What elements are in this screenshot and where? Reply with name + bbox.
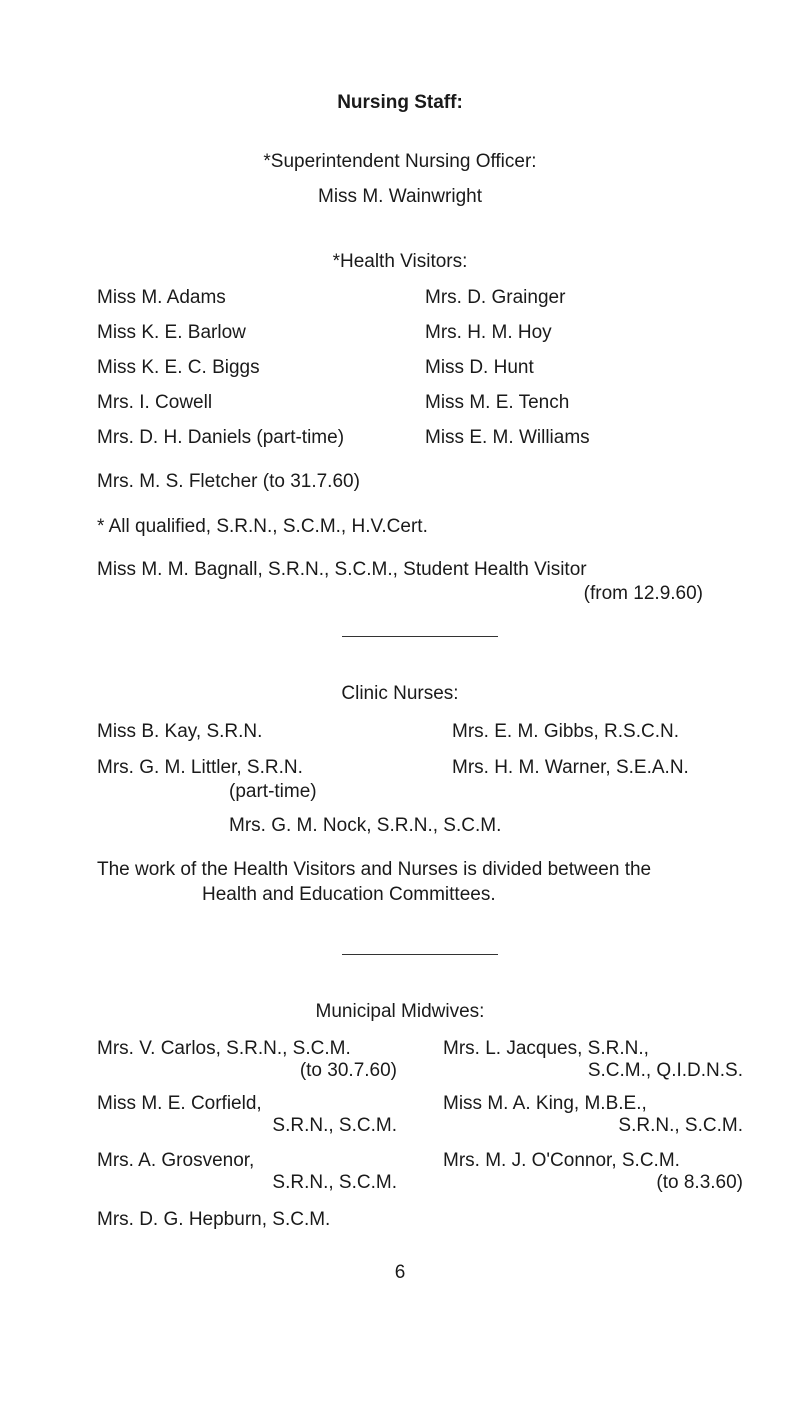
midwife-carlos-line1: Mrs. V. Carlos, S.R.N., S.C.M. (97, 1038, 351, 1059)
midwife-oconnor-line1: Mrs. M. J. O'Connor, S.C.M. (443, 1150, 680, 1171)
midwife-corfield (97, 1093, 397, 1137)
page-title: Nursing Staff: (337, 92, 463, 113)
student-health-visitor-date: (from 12.9.60) (583, 583, 703, 604)
midwife-king-line2: S.R.N., S.C.M. (618, 1114, 743, 1136)
health-visitor-left-4: Mrs. I. Cowell (97, 392, 213, 413)
clinic-nurse-littler: Mrs. G. M. Littler, S.R.N. (97, 757, 303, 778)
midwife-oconnor-line2: (to 8.3.60) (656, 1171, 743, 1193)
midwife-jacques-line1: Mrs. L. Jacques, S.R.N., (443, 1038, 649, 1059)
student-health-visitor: Miss M. M. Bagnall, S.R.N., S.C.M., Student Health Visitor (97, 559, 587, 580)
midwife-corfield-line1: Miss M. E. Corfield, (97, 1093, 262, 1114)
health-visitor-left-2: Miss K. E. Barlow (97, 322, 246, 343)
midwife-king-line1: Miss M. A. King, M.B.E., (443, 1093, 647, 1114)
health-visitor-left-1: Miss M. Adams (97, 287, 226, 308)
superintendent-heading: *Superintendent Nursing Officer: (263, 151, 537, 172)
superintendent-name: Miss M. Wainwright (318, 186, 482, 207)
midwife-jacques-line2: S.C.M., Q.I.D.N.S. (587, 1059, 743, 1081)
clinic-nurse-kay: Miss B. Kay, S.R.N. (97, 721, 263, 742)
health-visitor-left-5: Mrs. D. H. Daniels (part-time) (97, 427, 345, 448)
health-visitor-left-6: Mrs. M. S. Fletcher (to 31.7.60) (97, 471, 360, 492)
section-divider (342, 954, 498, 955)
clinic-nurse-nock: Mrs. G. M. Nock, S.R.N., S.C.M. (229, 815, 502, 836)
midwife-hepburn: Mrs. D. G. Hepburn, S.C.M. (97, 1209, 331, 1230)
health-visitor-right-2: Mrs. H. M. Hoy (425, 322, 552, 343)
committees-note-line2: Health and Education Committees. (202, 884, 496, 905)
clinic-nurse-littler-note: (part-time) (229, 781, 317, 802)
midwife-grosvenor (97, 1150, 397, 1194)
midwife-oconnor (443, 1150, 743, 1194)
midwife-jacques (443, 1038, 743, 1082)
health-visitor-right-4: Miss M. E. Tench (425, 392, 570, 413)
midwife-grosvenor-line1: Mrs. A. Grosvenor, (97, 1150, 255, 1171)
health-visitors-heading: *Health Visitors: (332, 251, 468, 272)
health-visitor-right-5: Miss E. M. Williams (425, 427, 590, 448)
clinic-nurses-heading: Clinic Nurses: (341, 683, 459, 704)
committees-note-line1: The work of the Health Visitors and Nurses is divided between the (97, 859, 652, 880)
qualification-footnote: * All qualified, S.R.N., S.C.M., H.V.Cert. (97, 516, 428, 537)
health-visitor-left-3: Miss K. E. C. Biggs (97, 357, 260, 378)
health-visitor-right-3: Miss D. Hunt (425, 357, 534, 378)
page-number: 6 (394, 1262, 406, 1283)
midwife-grosvenor-line2: S.R.N., S.C.M. (272, 1171, 397, 1193)
health-visitor-right-1: Mrs. D. Grainger (425, 287, 566, 308)
midwife-king (443, 1093, 743, 1137)
midwife-carlos (97, 1038, 397, 1082)
section-divider (342, 636, 498, 637)
midwife-corfield-line2: S.R.N., S.C.M. (272, 1114, 397, 1136)
clinic-nurse-warner: Mrs. H. M. Warner, S.E.A.N. (452, 757, 689, 778)
midwives-heading: Municipal Midwives: (315, 1001, 485, 1022)
midwife-carlos-line2: (to 30.7.60) (299, 1059, 397, 1081)
clinic-nurse-gibbs: Mrs. E. M. Gibbs, R.S.C.N. (452, 721, 679, 742)
